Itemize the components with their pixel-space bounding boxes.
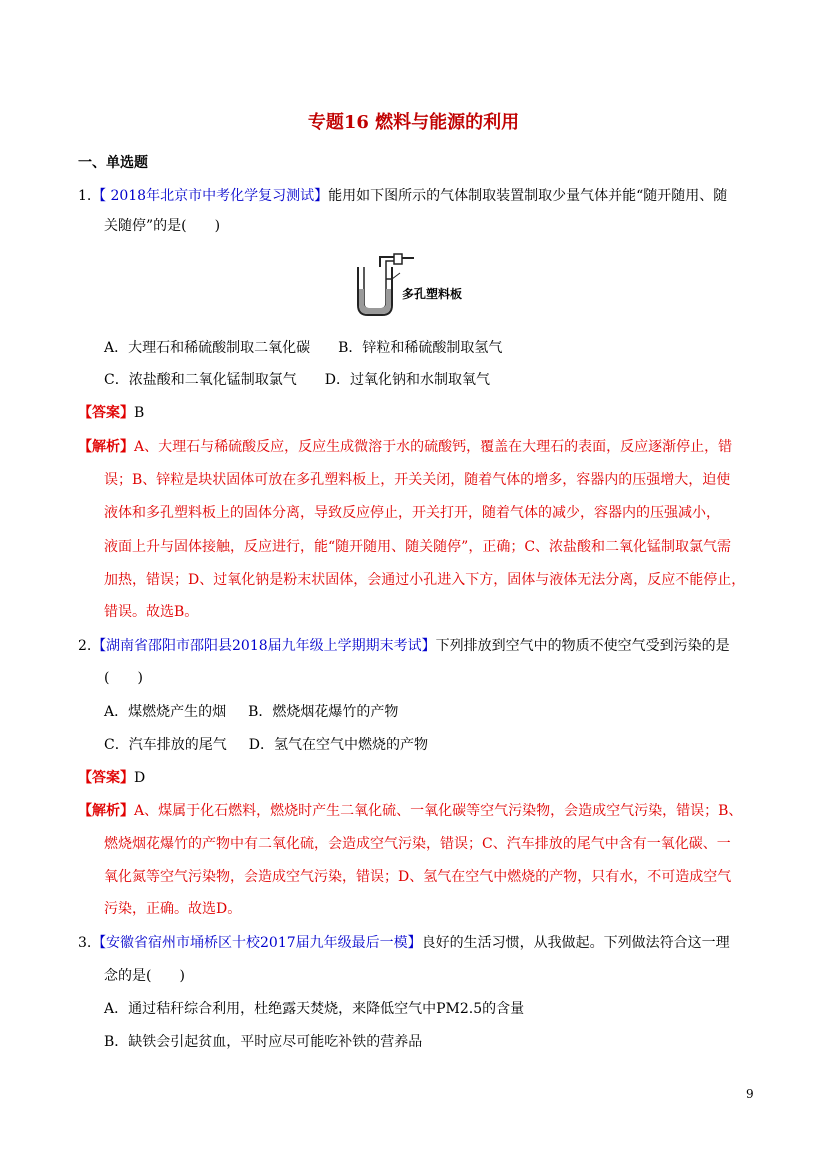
question-1-analysis-line-1 [78,437,732,457]
question-2-answer-value: D [134,770,146,786]
question-3-option-b: B．缺铁会引起贫血，平时应尽可能吃补铁的营养品 [104,1034,423,1050]
question-1-analysis-label: 【解析】 [78,439,134,455]
question-2-stem-text: 下列排放到空气中的物质不使空气受到污染的是 [435,638,730,654]
question-2-answer [78,768,145,788]
question-2-stem-line-1 [92,636,730,656]
question-1-analysis-text-1: A、大理石与稀硫酸反应，反应生成微溶于水的硫酸钙，覆盖在大理石的表面，反应逐渐停止，错 [134,439,733,455]
question-3-option-a: A．通过秸秆综合利用，杜绝露天焚烧，来降低空气中PM2.5的含量 [104,1001,525,1017]
question-3-number: 3. [78,935,92,951]
question-1-source: 【 2018年北京市中考化学复习测试】 [92,188,329,204]
question-1-options-row-1 [104,338,502,358]
question-1-answer-value: B [134,405,145,421]
question-2-analysis-label: 【解析】 [78,803,134,819]
question-2-analysis-line-4: 污染，正确。故选D。 [104,901,242,917]
question-3-stem-line-2: 念的是( ) [104,968,185,984]
question-1-analysis-line-4: 液面上升与固体接触，反应进行，能“随开随用、随关随停”，正确；C、浓盐酸和二氧化锰制取氯气需 [104,539,732,555]
question-2-analysis-line-2: 燃烧烟花爆竹的产物中有二氧化硫，会造成空气污染，错误；C、汽车排放的尾气中含有一氧化碳、一 [104,836,731,852]
question-1-option-b: B．锌粒和稀硫酸制取氢气 [338,340,503,356]
question-2-stem-line-2: ( ) [104,670,143,686]
question-2-option-d: D．氢气在空气中燃烧的产物 [248,737,428,753]
question-2-analysis-line-1 [78,801,742,821]
u-tube-apparatus-figure [352,253,476,319]
figure-label: 多孔塑料板 [402,287,463,301]
question-1-option-a: A．大理石和稀硫酸制取二氧化碳 [104,340,311,356]
question-2-option-b: B．燃烧烟花爆竹的产物 [248,704,399,720]
question-1-analysis-line-2: 误；B、锌粒是块状固体可放在多孔塑料板上，开关关闭，随着气体的增多，容器内的压强增大，迫使 [104,472,731,488]
question-3-source: 【安徽省宿州市埇桥区十校2017届九年级最后一模】 [92,935,422,951]
question-1-analysis-line-3: 液体和多孔塑料板上的固体分离，导致反应停止，开关打开，随着气体的减少，容器内的压强减小， [104,505,720,521]
question-1-stem-text: 能用如下图所示的气体制取装置制取少量气体并能“随开随用、随 [328,188,728,204]
question-2-options-row-2 [104,735,428,755]
question-3-stem-text: 良好的生活习惯，从我做起。下列做法符合这一理 [421,935,730,951]
question-1-number: 1. [78,188,92,204]
question-2-option-a: A．煤燃烧产生的烟 [104,704,227,720]
question-3-stem-line-1 [92,933,730,953]
question-2-source: 【湖南省邵阳市邵阳县2018届九年级上学期期末考试】 [92,638,436,654]
question-1-stem-line-2: 关随停”的是( ) [104,218,221,234]
question-2-answer-label: 【答案】 [78,770,134,786]
question-2-analysis-text-1: A、煤属于化石燃料，燃烧时产生二氧化硫、一氧化碳等空气污染物，会造成空气污染，错误；B、 [134,803,743,819]
question-1-options-row-2 [104,370,490,390]
question-1-option-c: C．浓盐酸和二氧化锰制取氯气 [104,372,297,388]
question-1-analysis-line-5: 加热，错误；D、过氧化钠是粉末状固体，会通过小孔进入下方，固体与液体无法分离，反应不能停止， [104,572,746,588]
question-2-analysis-line-3: 氧化氮等空气污染物，会造成空气污染，错误；D、氢气在空气中燃烧的产物，只有水，不可造成空气 [104,869,732,885]
page-title: 专题16 燃料与能源的利用 [307,112,520,133]
question-1-analysis-line-6: 错误。故选B。 [104,604,199,620]
question-2-options-row-1 [104,702,398,722]
page-number: 9 [746,1087,754,1101]
question-1-stem-line-1 [92,186,727,206]
section-heading: 一、单选题 [78,155,148,171]
question-1-answer-label: 【答案】 [78,405,134,421]
question-2-option-c: C．汽车排放的尾气 [104,737,227,753]
question-2-number: 2. [78,638,92,654]
question-1-option-d: D．过氧化钠和水制取氧气 [324,372,490,388]
question-1-answer [78,403,144,423]
